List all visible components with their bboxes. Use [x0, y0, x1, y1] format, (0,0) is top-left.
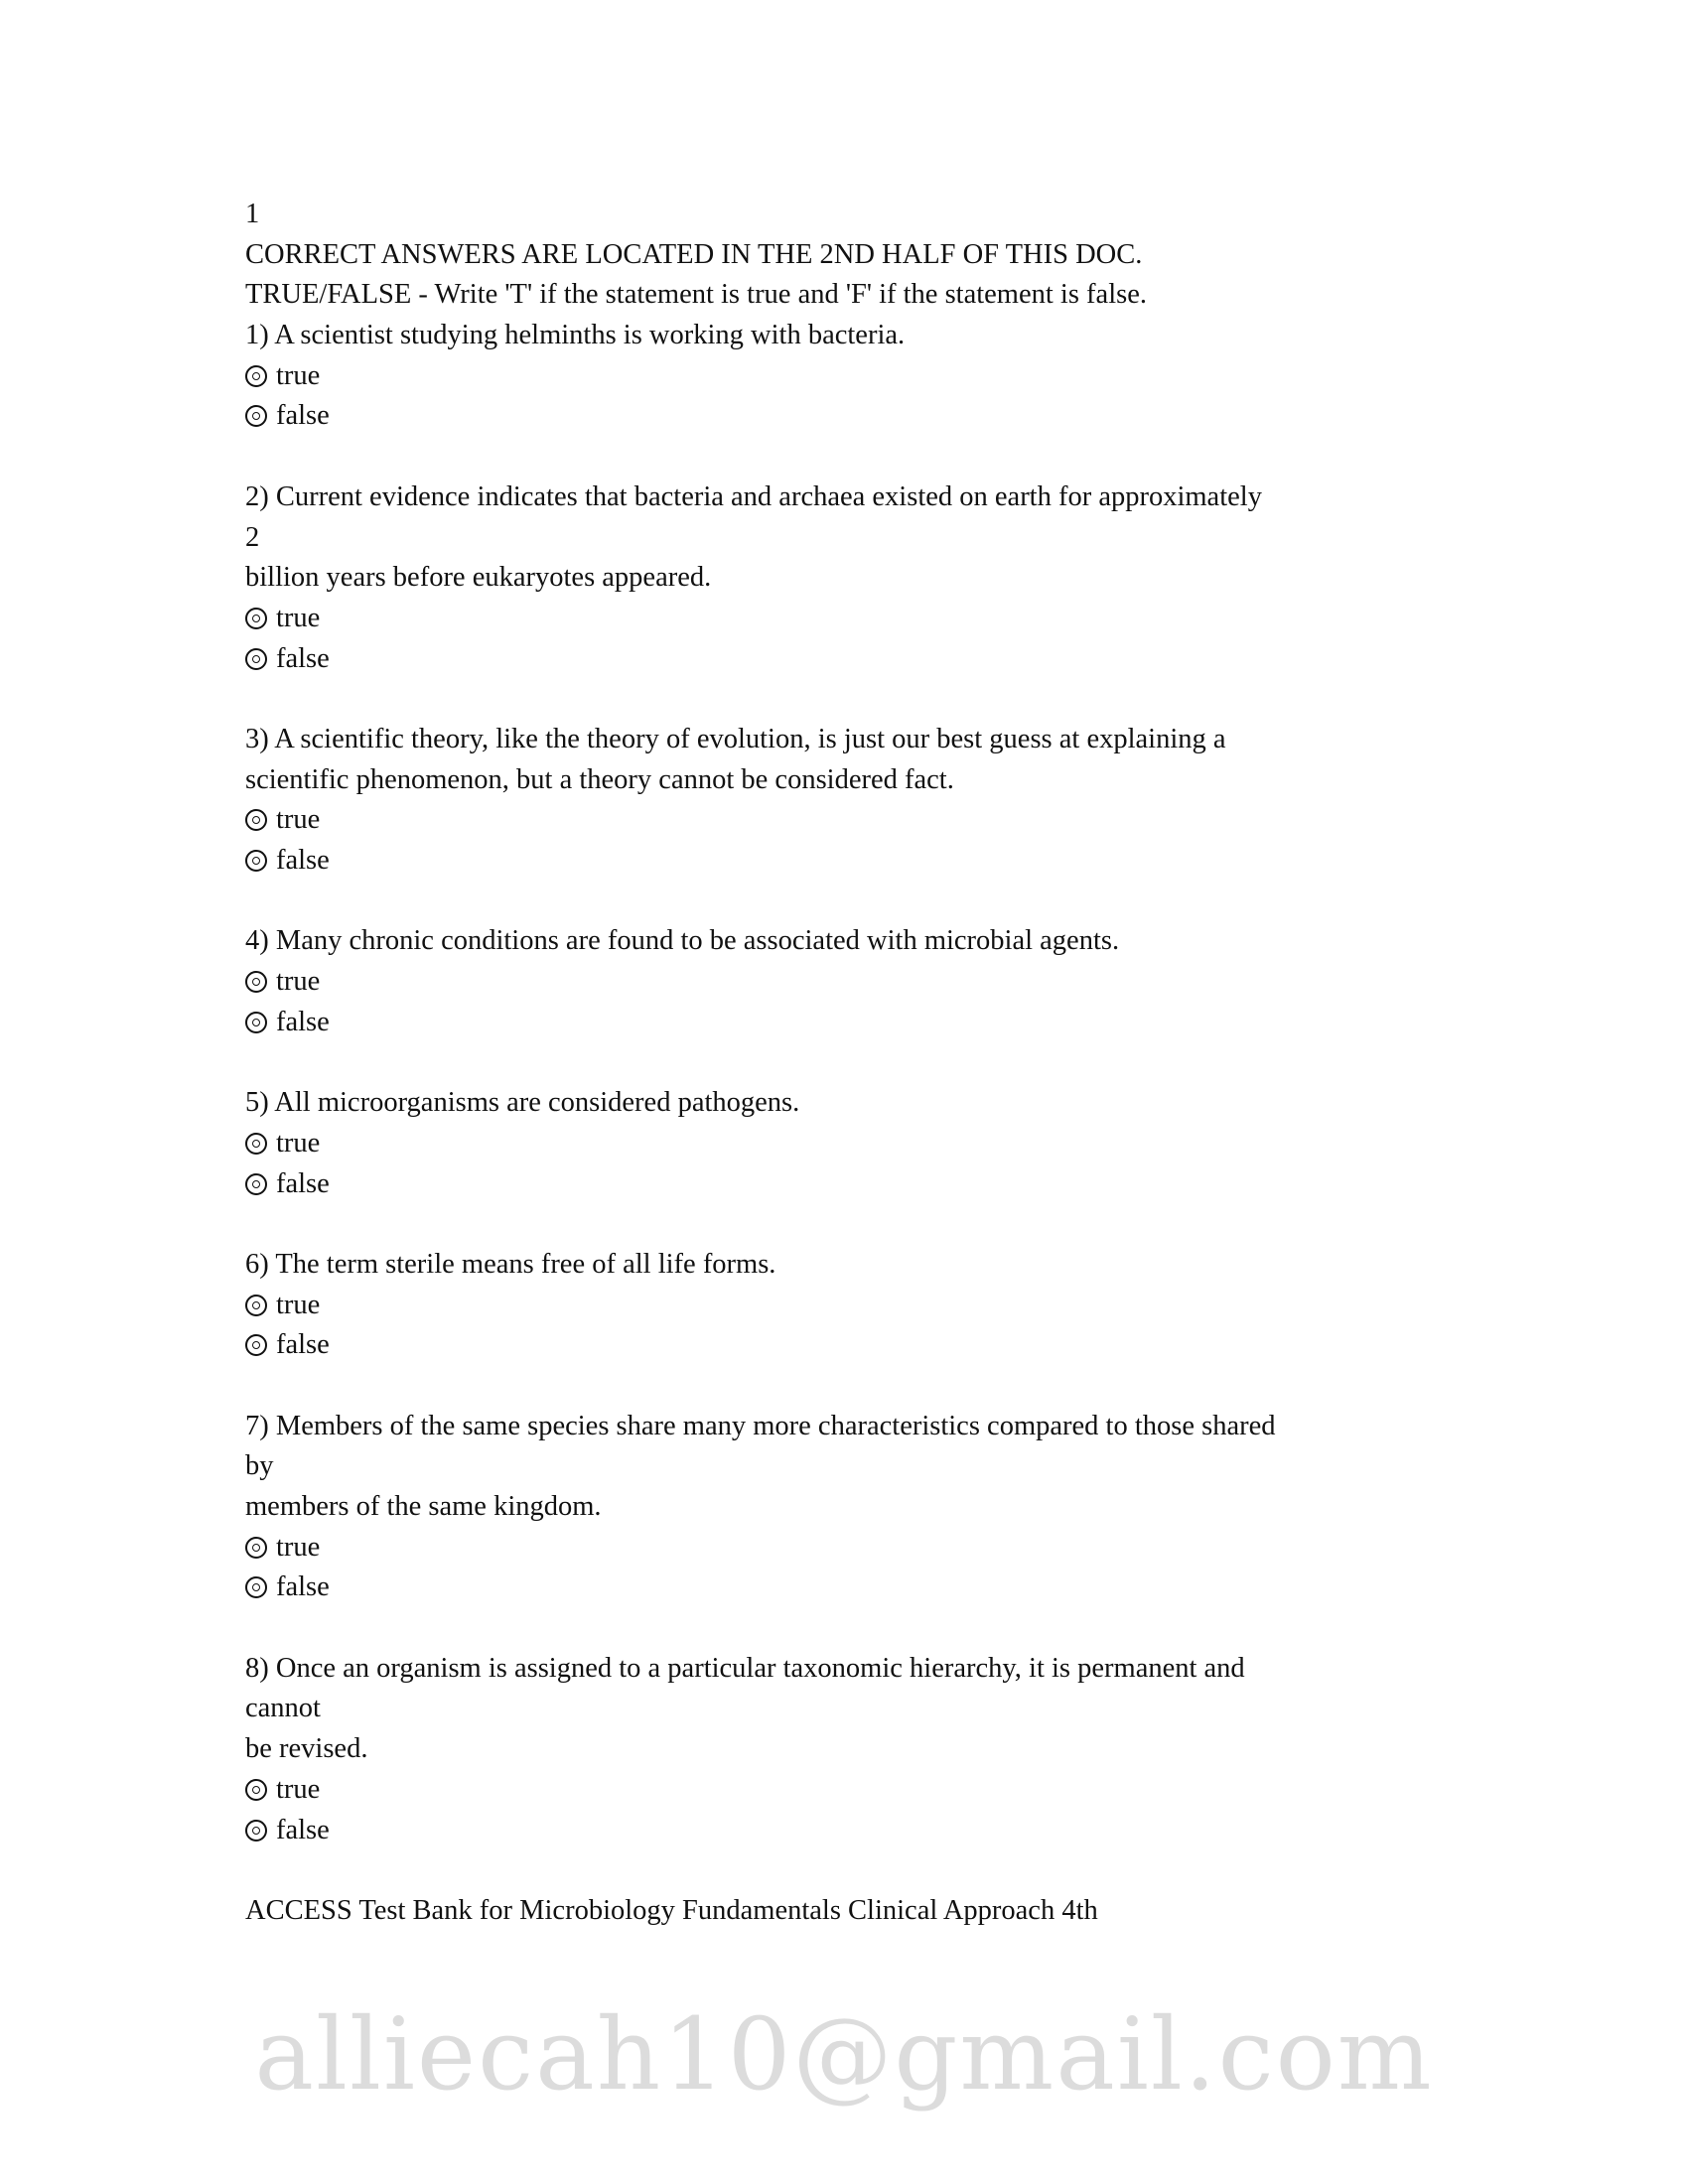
- option-label: false: [276, 1167, 330, 1199]
- question-4: [245, 921, 1486, 1083]
- option-true[interactable]: [245, 356, 1486, 397]
- option-true[interactable]: [245, 599, 1486, 639]
- option-true[interactable]: [245, 1286, 1486, 1326]
- question-list: [245, 316, 1486, 1891]
- option-true[interactable]: [245, 1528, 1486, 1569]
- radio-bullet-icon[interactable]: [245, 1012, 267, 1033]
- option-label: false: [276, 1814, 330, 1845]
- option-label: true: [276, 359, 321, 391]
- question-text: 1) A scientist studying helminths is working with bacteria.: [245, 320, 906, 351]
- question-7: [245, 1407, 1486, 1649]
- radio-bullet-icon[interactable]: [245, 1133, 267, 1155]
- option-false[interactable]: [245, 639, 1486, 680]
- page-number: 1: [245, 199, 260, 229]
- question-text: billion years before eukaryotes appeared.: [245, 562, 712, 594]
- option-true[interactable]: [245, 1770, 1486, 1811]
- radio-bullet-icon[interactable]: [245, 608, 267, 629]
- option-false[interactable]: [245, 1164, 1486, 1205]
- option-true[interactable]: [245, 1124, 1486, 1164]
- radio-bullet-icon[interactable]: [245, 405, 267, 427]
- option-label: true: [276, 1773, 321, 1805]
- option-label: false: [276, 845, 330, 876]
- option-false[interactable]: [245, 841, 1486, 882]
- question-text: 6) The term sterile means free of all life forms.: [245, 1248, 776, 1280]
- footer-title: ACCESS Test Bank for Microbiology Fundamentals Clinical Approach 4th: [245, 1894, 1098, 1926]
- radio-bullet-icon[interactable]: [245, 809, 267, 831]
- option-label: true: [276, 602, 321, 633]
- question-8: [245, 1649, 1486, 1891]
- option-label: false: [276, 642, 330, 674]
- option-label: true: [276, 804, 321, 836]
- document-page: [245, 195, 1486, 1932]
- question-text: 3) A scientific theory, like the theory of evolution, is just our best guess at explaining a: [245, 723, 1226, 754]
- option-false[interactable]: [245, 1003, 1486, 1043]
- option-label: false: [276, 1571, 330, 1603]
- radio-bullet-icon[interactable]: [245, 365, 267, 387]
- spacer: [245, 1850, 1486, 1891]
- question-3: [245, 720, 1486, 921]
- option-label: false: [276, 400, 330, 432]
- question-text: 2) Current evidence indicates that bacteria and archaea existed on earth for approximately: [245, 480, 1262, 512]
- radio-bullet-icon[interactable]: [245, 648, 267, 670]
- question-text: 4) Many chronic conditions are found to be associated with microbial agents.: [245, 925, 1120, 957]
- question-text: cannot: [245, 1693, 321, 1724]
- radio-bullet-icon[interactable]: [245, 1334, 267, 1356]
- radio-bullet-icon[interactable]: [245, 850, 267, 872]
- radio-bullet-icon[interactable]: [245, 1295, 267, 1316]
- instructions: TRUE/FALSE - Write 'T' if the statement is true and 'F' if the statement is false.: [245, 279, 1147, 311]
- question-6: [245, 1245, 1486, 1407]
- option-false[interactable]: [245, 1811, 1486, 1851]
- option-label: true: [276, 1127, 321, 1159]
- option-label: false: [276, 1329, 330, 1361]
- option-label: true: [276, 966, 321, 998]
- question-text: be revised.: [245, 1733, 368, 1765]
- spacer: [245, 437, 1486, 478]
- question-5: [245, 1083, 1486, 1245]
- option-false[interactable]: [245, 1568, 1486, 1608]
- radio-bullet-icon[interactable]: [245, 1779, 267, 1801]
- question-text: 2: [245, 521, 260, 553]
- spacer: [245, 1204, 1486, 1245]
- question-text: members of the same kingdom.: [245, 1491, 602, 1522]
- question-text: 8) Once an organism is assigned to a particular taxonomic hierarchy, it is permanent and: [245, 1652, 1245, 1684]
- question-1: [245, 316, 1486, 478]
- option-true[interactable]: [245, 800, 1486, 841]
- question-2: [245, 478, 1486, 720]
- option-true[interactable]: [245, 962, 1486, 1003]
- radio-bullet-icon[interactable]: [245, 1537, 267, 1559]
- spacer: [245, 882, 1486, 922]
- option-label: false: [276, 1006, 330, 1037]
- radio-bullet-icon[interactable]: [245, 1173, 267, 1195]
- option-label: true: [276, 1531, 321, 1563]
- radio-bullet-icon[interactable]: [245, 971, 267, 993]
- radio-bullet-icon[interactable]: [245, 1576, 267, 1598]
- question-text: 5) All microorganisms are considered pathogens.: [245, 1087, 800, 1119]
- spacer: [245, 1608, 1486, 1649]
- spacer: [245, 679, 1486, 720]
- question-text: scientific phenomenon, but a theory cannot be considered fact.: [245, 763, 954, 795]
- question-text: 7) Members of the same species share many more characteristics compared to those shared: [245, 1410, 1276, 1441]
- watermark: alliecah10@gmail.com: [254, 1996, 1434, 2113]
- option-label: true: [276, 1289, 321, 1320]
- question-text: by: [245, 1450, 274, 1482]
- answers-notice: CORRECT ANSWERS ARE LOCATED IN THE 2ND HALF OF THIS DOC.: [245, 238, 1143, 270]
- option-false[interactable]: [245, 1325, 1486, 1366]
- spacer: [245, 1042, 1486, 1083]
- radio-bullet-icon[interactable]: [245, 1820, 267, 1842]
- spacer: [245, 1366, 1486, 1407]
- option-false[interactable]: [245, 396, 1486, 437]
